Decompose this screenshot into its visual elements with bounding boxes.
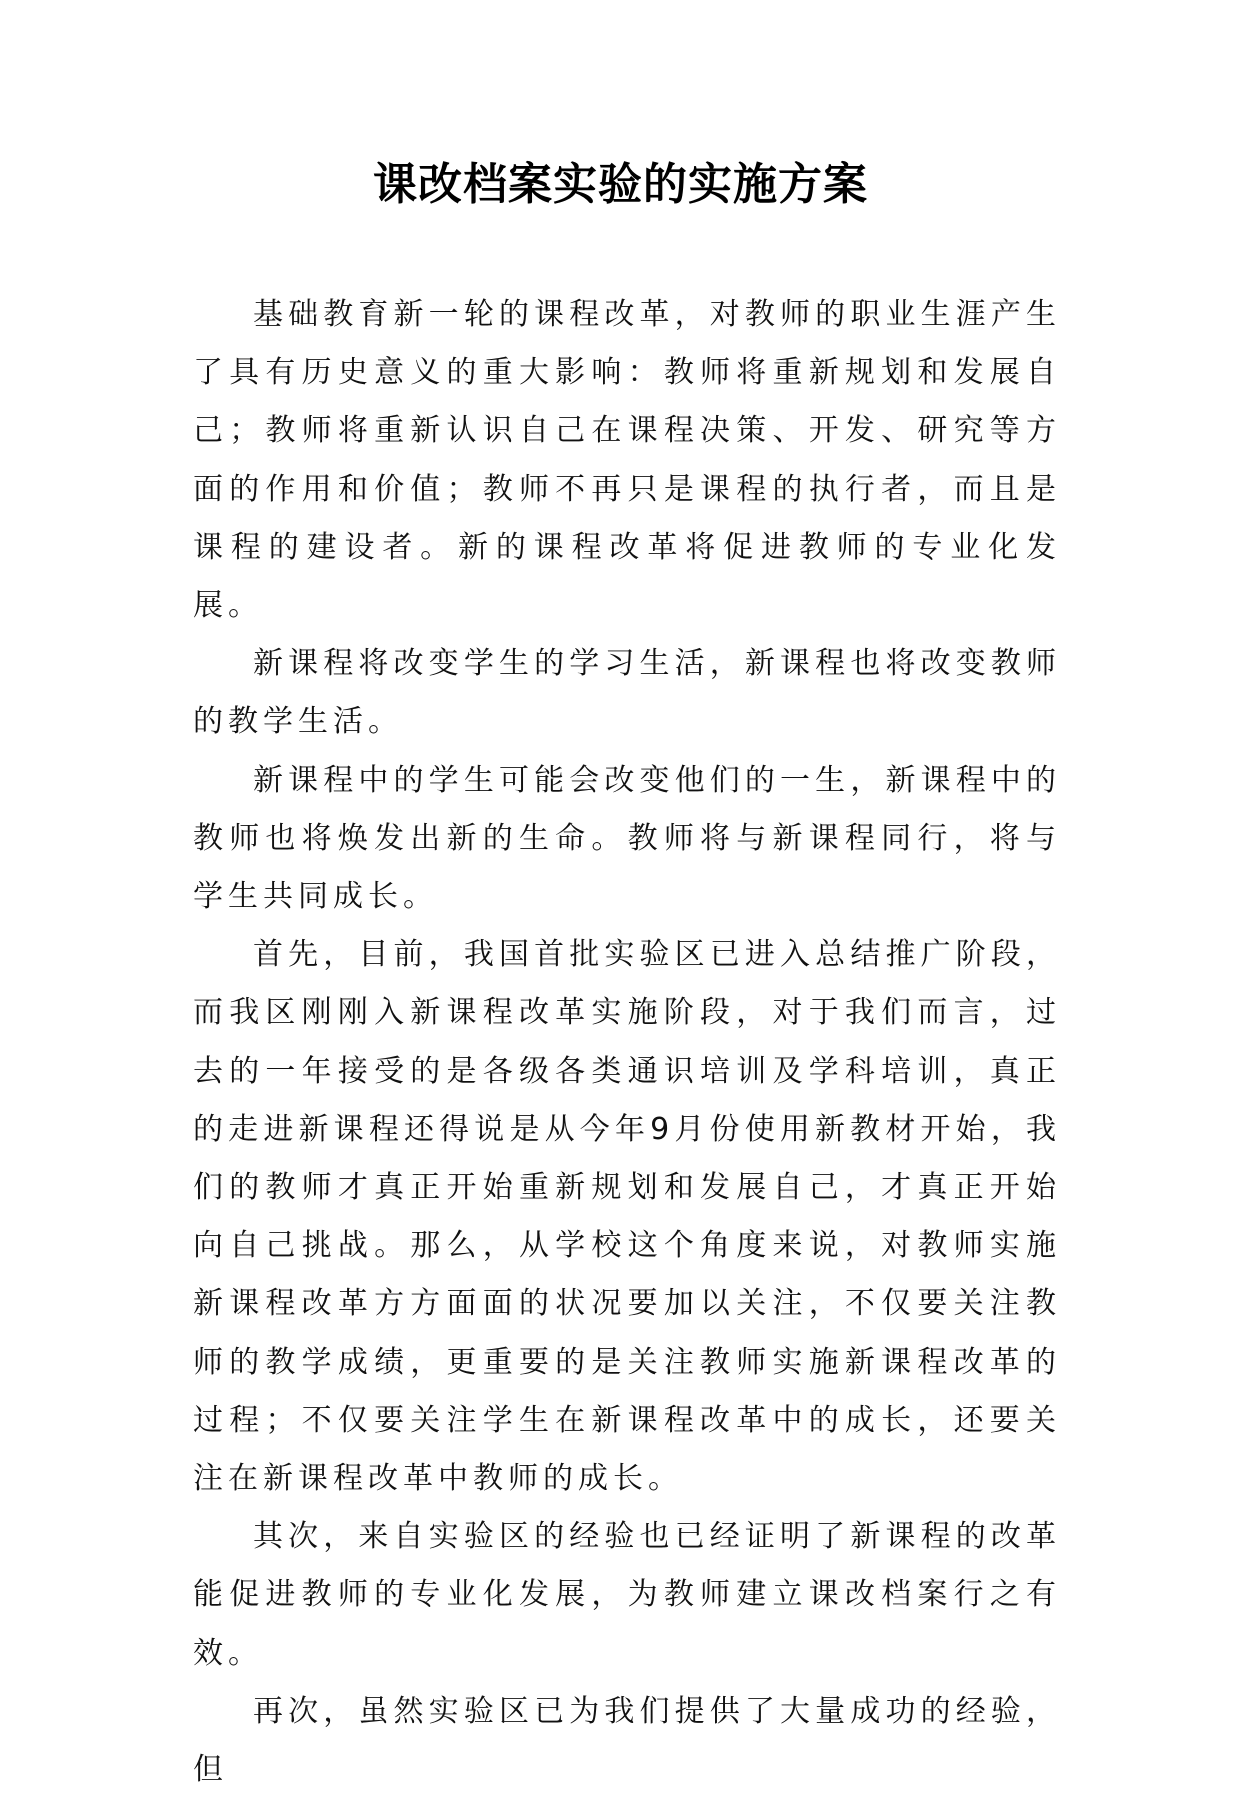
paragraph-3: 新课程中的学生可能会改变他们的一生，新课程中的教师也将焕发出新的生命。教师将与新课程同行，将与学生共同成长。 (193, 762, 1061, 915)
document-title: 课改档案实验的实施方案 (373, 159, 868, 210)
paragraph-6: 再次，虽然实验区已为我们提供了大量成功的经验，但 (193, 1693, 1061, 1788)
paragraph-2: 新课程将改变学生的学习生活，新课程也将改变教师的教学生活。 (193, 646, 1061, 740)
paragraph-4: 首先，目前，我国首批实验区已进入总结推广阶段，而我区刚刚入新课程改革实施阶段，对于我们而言，过去的一年接受的是各级各类通识培训及学科培训，真正的走进新课程还得说是从今年9月份使用新教材开始，我们的教师才真正开始重新规划和发展自己，才真正开始向自己挑战。那么，从学校这个角度来说，对教师实施新课程改革方方面面的状况要加以关注，不仅要关注教师的教学成绩，更重要的是关注教师实施新课程改革的过程；不仅要关注学生在新课程改革中的成长，还要关注在新课程改革中教师的成长。 (193, 937, 1061, 1497)
document-body (193, 286, 1061, 1799)
paragraph-1: 基础教育新一轮的课程改革，对教师的职业生涯产生了具有历史意义的重大影响：教师将重新规划和发展自己；教师将重新认识自己在课程决策、开发、研究等方面的作用和价值；教师不再只是课程的执行者，而且是课程的建设者。新的课程改革将促进教师的专业化发展。 (193, 297, 1061, 624)
paragraph-5: 其次，来自实验区的经验也已经证明了新课程的改革能促进教师的专业化发展，为教师建立课改档案行之有效。 (193, 1519, 1061, 1671)
